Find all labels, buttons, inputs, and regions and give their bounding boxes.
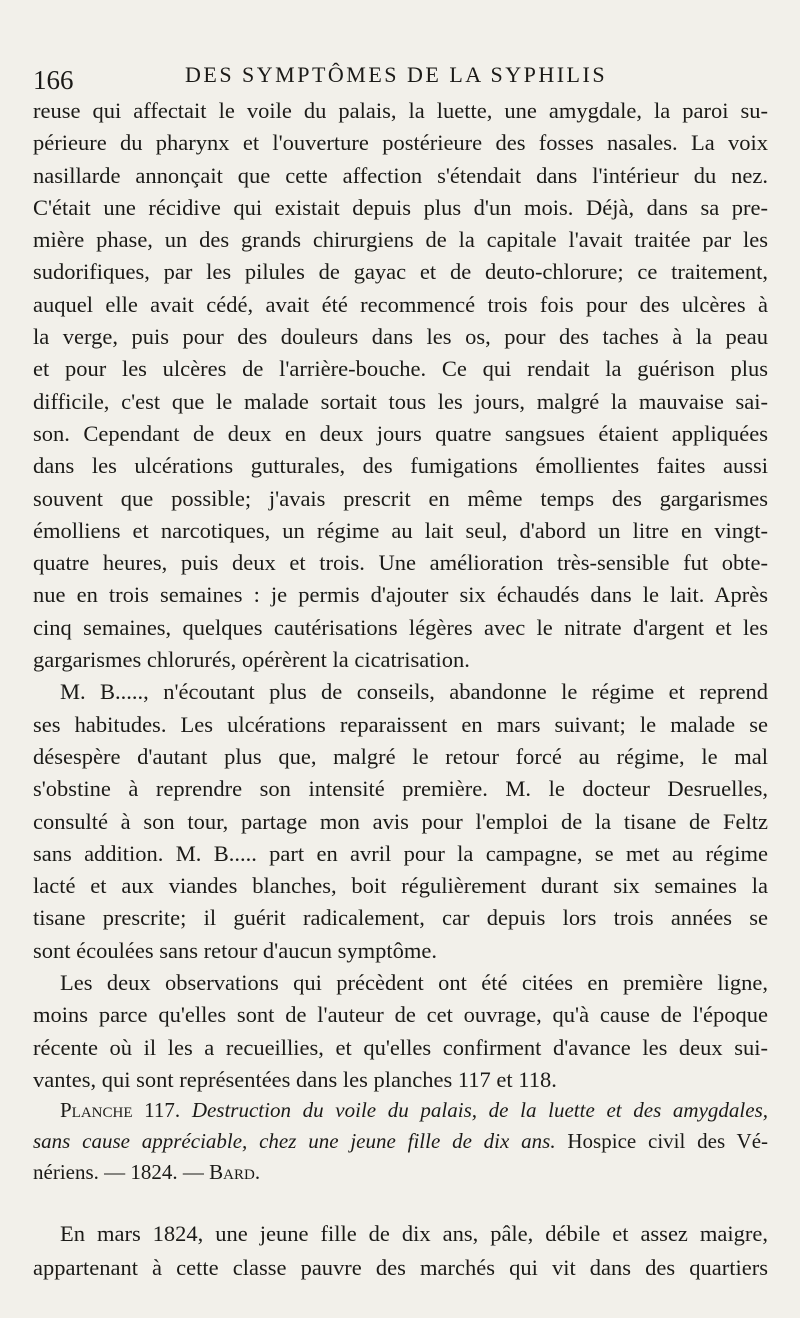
text-line: souvent que possible; j'avais prescrit en même temps des gargarismes [33, 485, 768, 511]
text-line: M. B....., n'écoutant plus de conseils, abandonne le régime et reprend [60, 679, 768, 705]
text-line: difficile, c'est que le malade sortait tous les jours, malgré la mauvaise sai- [33, 388, 768, 414]
paragraph-2 [33, 676, 768, 967]
text-line: mière phase, un des grands chirurgiens de la capitale l'avait traitée par les [33, 227, 768, 253]
text-line: dans les ulcérations gutturales, des fumigations émollientes faites aussi [33, 453, 768, 479]
text-line: sudorifiques, par les pilules de gayac et de deuto-chlorure; ce traitement, [33, 259, 768, 285]
paragraph-3 [33, 967, 768, 1096]
text-line: cinq semaines, quelques cautérisations légères avec le nitrate d'argent et les [33, 614, 768, 640]
caption-line [33, 1095, 768, 1126]
text-line: la verge, puis pour des douleurs dans les os, pour des taches à la peau [33, 324, 768, 350]
text-line: C'était une récidive qui existait depuis plus d'un mois. Déjà, dans sa pre- [33, 194, 768, 220]
text-line: s'obstine à reprendre son intensité première. M. le docteur Desruelles, [33, 776, 768, 802]
caption-date: nériens. — 1824. — [33, 1160, 210, 1184]
text-line: son. Cependant de deux en deux jours quatre sangsues étaient appliquées [33, 420, 768, 446]
caption-line [33, 1126, 768, 1157]
caption-line [33, 1157, 768, 1188]
text-line: désespère d'autant plus que, malgré le retour forcé au régime, le mal [33, 743, 768, 769]
page-header [33, 55, 760, 95]
main-text [33, 95, 768, 1096]
text-line: sont écoulées sans retour d'aucun symptôme. [33, 937, 437, 963]
text-line: reuse qui affectait le voile du palais, la luette, une amygdale, la paroi su- [33, 98, 768, 123]
text-line: émolliens et narcotiques, un régime au lait seul, d'abord un litre en vingt- [33, 517, 768, 543]
text-line: appartenant à cette classe pauvre des marchés qui vit dans des quartiers [33, 1255, 768, 1280]
text-line: récente où il les a recueillies, et qu'elles confirment d'avance les deux sui- [33, 1034, 768, 1060]
text-line: quatre heures, puis deux et trois. Une amélioration très-sensible fut obte- [33, 550, 768, 576]
text-line: lacté et aux viandes blanches, boit régulièrement durant six semaines la [33, 873, 768, 899]
plate-caption [33, 1095, 768, 1188]
page-number: 166 [33, 65, 74, 95]
text-line: vantes, qui sont représentées dans les planches 117 et 118. [33, 1066, 557, 1092]
running-head: DES SYMPTÔMES DE LA SYPHILIS [185, 62, 608, 87]
plate-label: Planche 117. [60, 1098, 181, 1122]
text-line: périeure du pharynx et l'ouverture postérieure des fosses nasales. La voix [33, 130, 768, 156]
text-line: gargarismes chlorurés, opérèrent la cicatrisation. [33, 647, 470, 673]
text-line: Les deux observations qui précèdent ont été citées en première ligne, [60, 970, 768, 996]
text-line: sans addition. M. B..... part en avril pour la campagne, se met au régime [33, 840, 768, 866]
text-line: tisane prescrite; il guérit radicalement, car depuis lors trois années se [33, 905, 768, 931]
paragraph-4 [33, 1217, 768, 1285]
caption-title-cont: sans cause appréciable, chez une jeune fille de dix ans. [33, 1129, 556, 1153]
caption-title: Destruction du voile du palais, de la luette et des amygdales, [191, 1098, 768, 1122]
text-line: auquel elle avait cédé, avait été recommencé trois fois pour des ulcères à [33, 291, 768, 317]
text-line: nue en trois semaines : je permis d'ajouter six échaudés dans le lait. Après [33, 582, 768, 608]
text-line: En mars 1824, une jeune fille de dix ans, pâle, débile et assez maigre, [60, 1221, 768, 1246]
text-line: moins parce qu'elles sont de l'auteur de cet ouvrage, qu'à cause de l'époque [33, 1002, 768, 1028]
caption-author: Bard. [209, 1160, 261, 1184]
text-line: nasillarde annonçait que cette affection s'étendait dans l'intérieur du nez. [33, 162, 768, 188]
caption-place: Hospice civil des Vé- [567, 1129, 769, 1153]
text-line: et pour les ulcères de l'arrière-bouche. Ce qui rendait la guérison plus [33, 356, 768, 382]
paragraph-1 [33, 95, 768, 676]
text-line: ses habitudes. Les ulcérations reparaissent en mars suivant; le malade se [33, 711, 768, 737]
text-line: consulté à son tour, partage mon avis pour l'emploi de la tisane de Feltz [33, 808, 768, 834]
